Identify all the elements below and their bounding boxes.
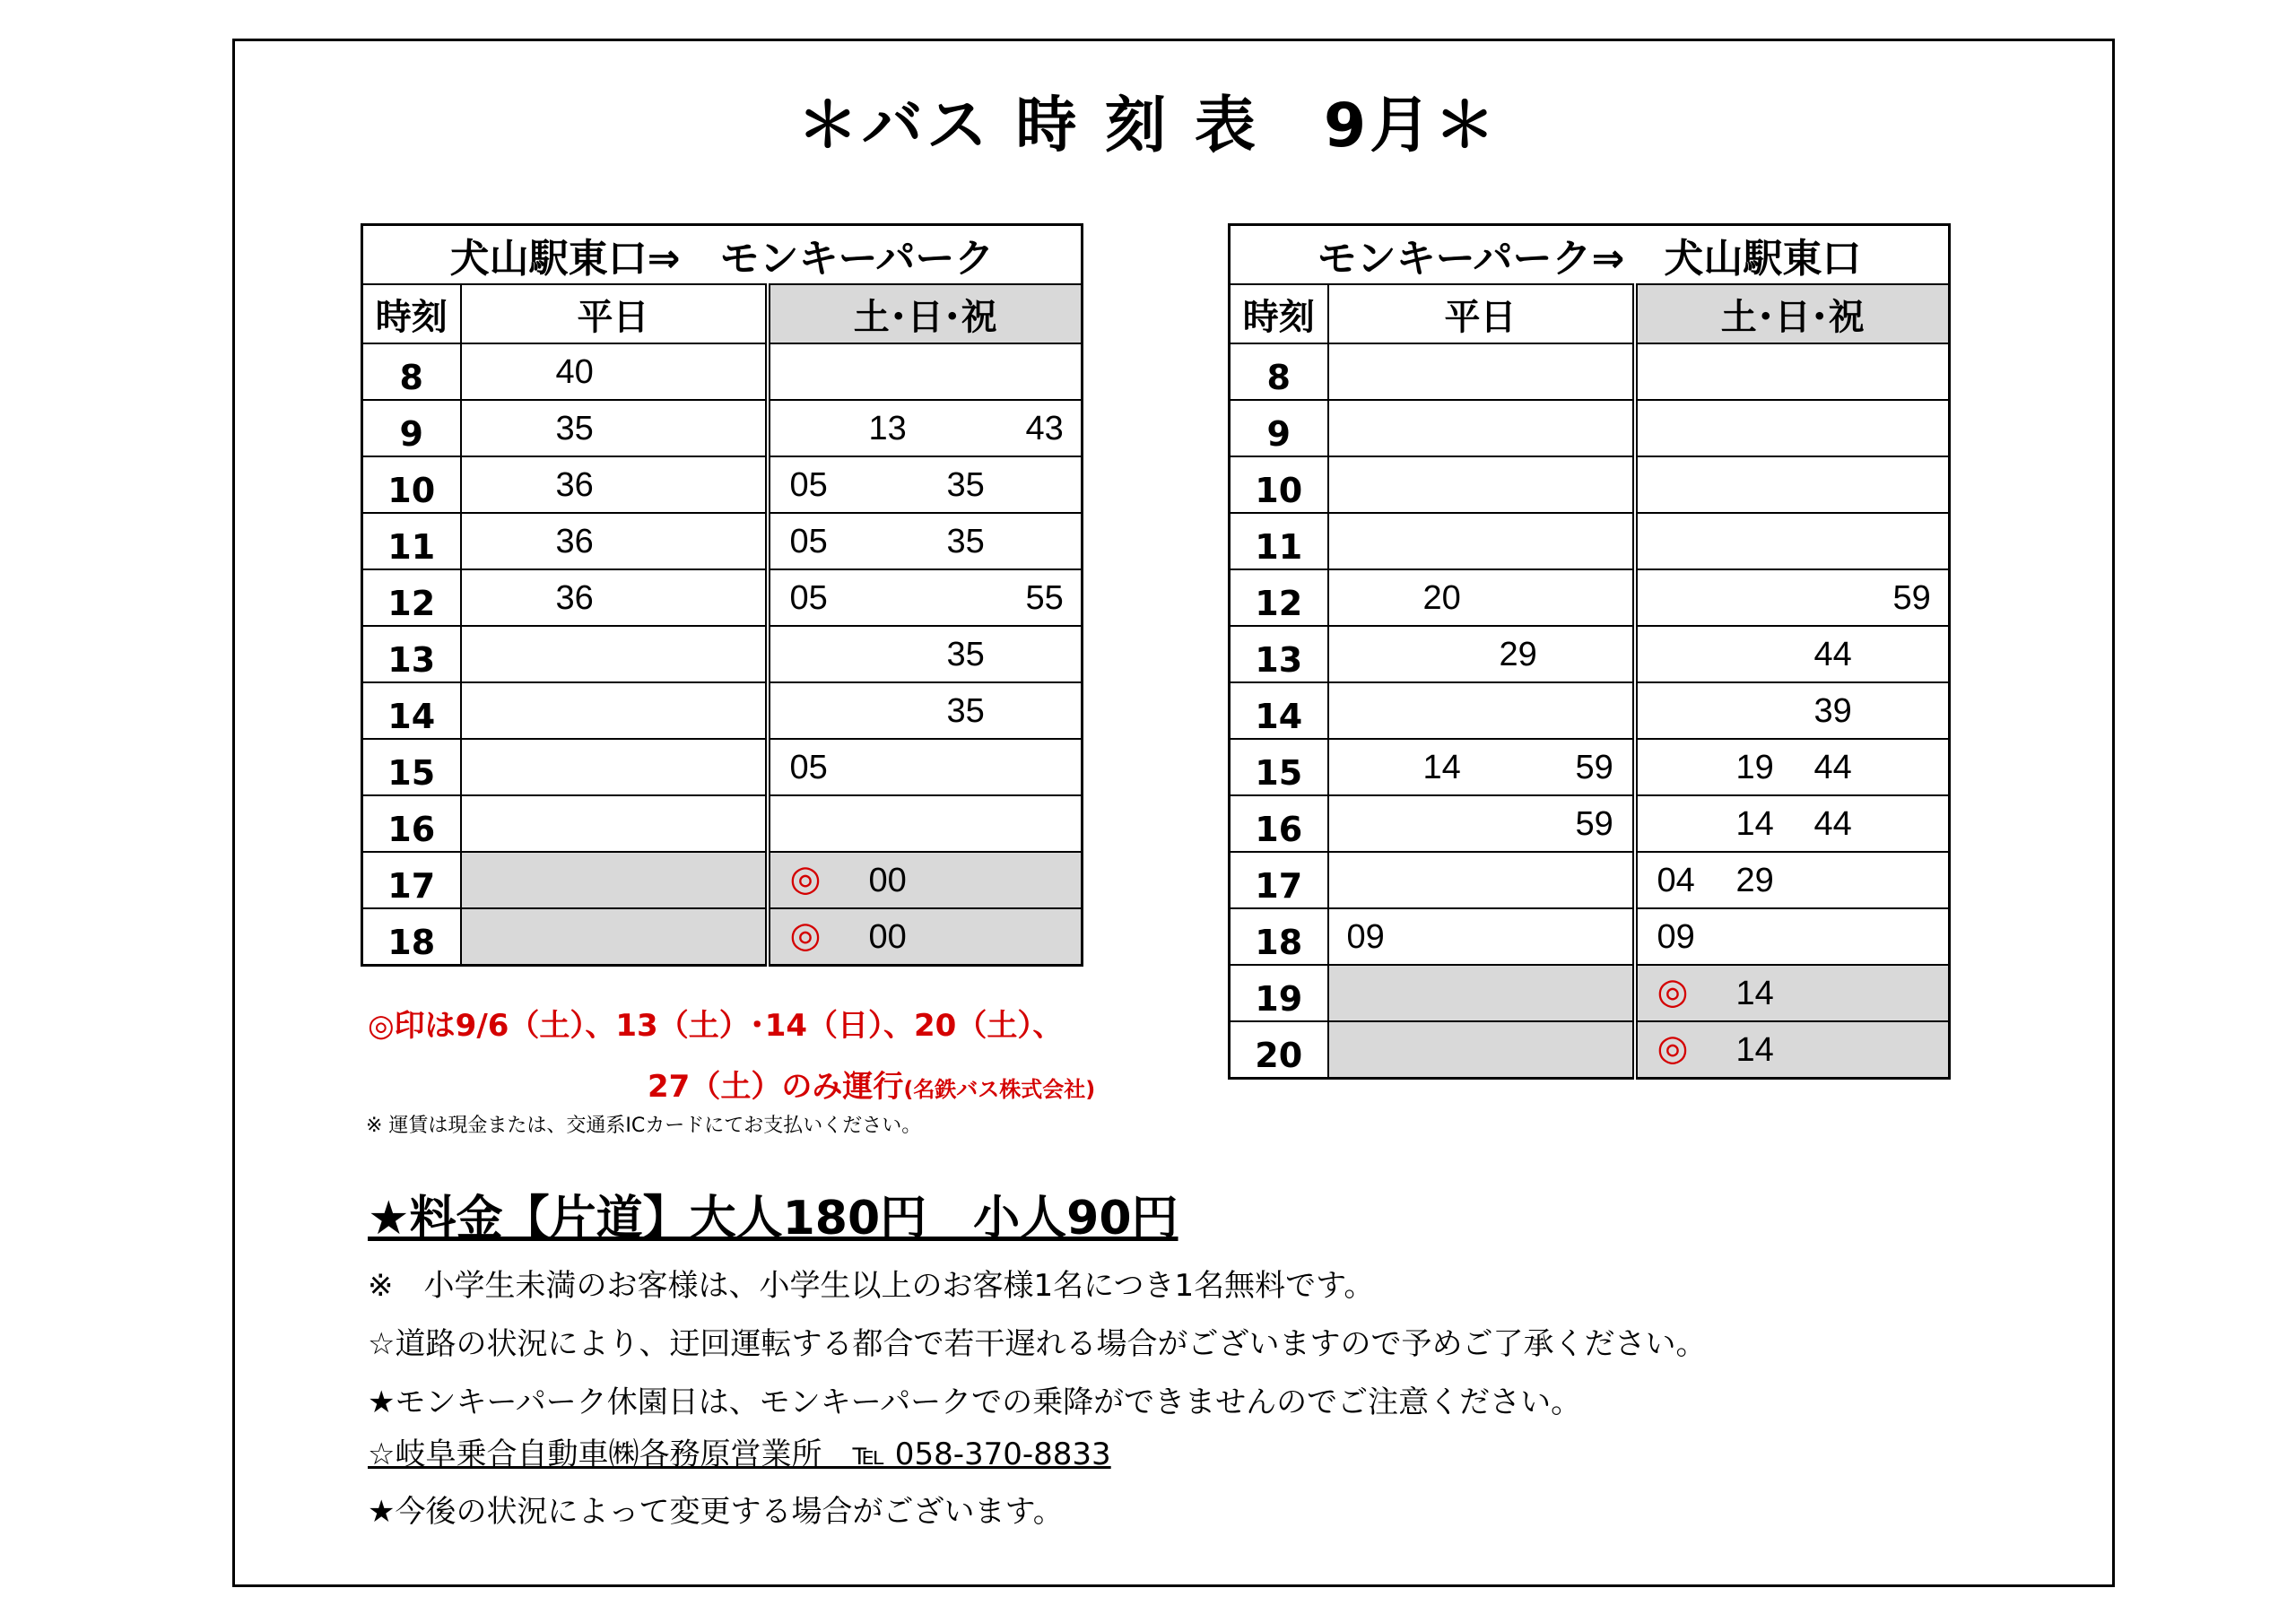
- departure-minute: 35: [946, 523, 985, 560]
- weekday-cell: [461, 795, 768, 852]
- weekday-cell: [461, 513, 768, 569]
- hour-cell: 14: [362, 682, 461, 739]
- hour-cell: 18: [1230, 908, 1328, 965]
- special-service-mark-icon: ◎: [789, 915, 822, 956]
- departure-minute: 36: [555, 579, 594, 617]
- departure-minute: 13: [868, 410, 907, 447]
- weekday-cell: [461, 908, 768, 965]
- holiday-cell: [768, 513, 1083, 569]
- holiday-cell: [1635, 343, 1950, 400]
- holiday-cell: [768, 400, 1083, 456]
- holiday-cell: [1635, 456, 1950, 513]
- weekday-cell: [1328, 1021, 1635, 1078]
- departure-minute: 36: [555, 466, 594, 504]
- note-line: ★モンキーパーク休園日は、モンキーパークでの乗降ができませんのでご注意ください。: [368, 1384, 1582, 1420]
- departure-minute: 04: [1657, 862, 1695, 899]
- table-row: [1230, 513, 1950, 569]
- note-line: ☆道路の状況により、迂回運転する都合で若干遅れる場合がございますので予めご了承ください。: [368, 1326, 1707, 1362]
- hour-cell: 14: [1230, 682, 1328, 739]
- weekday-cell: [1328, 739, 1635, 795]
- weekday-cell: [1328, 343, 1635, 400]
- hour-cell: 9: [1230, 400, 1328, 456]
- hour-cell: 20: [1230, 1021, 1328, 1078]
- holiday-cell: [1635, 852, 1950, 908]
- holiday-cell: [768, 852, 1083, 908]
- weekday-cell: [461, 739, 768, 795]
- departure-minute: 05: [789, 466, 828, 504]
- departure-minute: 05: [789, 523, 828, 560]
- note-line: ★今後の状況によって変更する場合がございます。: [368, 1494, 1064, 1530]
- holiday-cell: [1635, 569, 1950, 626]
- table-row: [362, 513, 1083, 569]
- weekday-cell: [461, 569, 768, 626]
- departure-minute: 40: [555, 353, 594, 391]
- table-row: [1230, 1021, 1950, 1078]
- weekday-cell: [461, 852, 768, 908]
- holiday-cell: [1635, 908, 1950, 965]
- hour-cell: 12: [1230, 569, 1328, 626]
- note-line: ※ 小学生未満のお客様は、小学生以上のお客様1名につき1名無料です。: [368, 1268, 1375, 1304]
- special-service-mark-icon: ◎: [1657, 1028, 1689, 1069]
- departure-minute: 05: [789, 749, 828, 786]
- mark-note-line-1: ◎印は9/6（土）、13（土）･14（日）、20（土）、: [368, 1008, 1064, 1044]
- hour-cell: 13: [362, 626, 461, 682]
- departure-minute: 20: [1422, 579, 1461, 617]
- hour-cell: 16: [1230, 795, 1328, 852]
- departure-minute: 44: [1813, 749, 1852, 786]
- holiday-cell: [1635, 513, 1950, 569]
- hour-cell: 16: [362, 795, 461, 852]
- hour-cell: 12: [362, 569, 461, 626]
- contact-line: ☆岐阜乗合自動車㈱各務原営業所 ℡ 058-370-8833: [368, 1436, 1111, 1472]
- weekday-cell: [1328, 908, 1635, 965]
- table-row: [362, 456, 1083, 513]
- holiday-cell: [1635, 682, 1950, 739]
- weekday-cell: [1328, 513, 1635, 569]
- table-row: [362, 795, 1083, 852]
- special-service-mark-icon: ◎: [1657, 971, 1689, 1012]
- departure-minute: 35: [946, 466, 985, 504]
- departure-minute: 36: [555, 523, 594, 560]
- weekday-cell: [1328, 400, 1635, 456]
- table-row: [1230, 965, 1950, 1021]
- weekday-cell: [1328, 569, 1635, 626]
- departure-minute: 59: [1575, 805, 1613, 843]
- holiday-cell: [1635, 400, 1950, 456]
- mark-note-line-2: 27（土）のみ運行(名鉄バス株式会社): [648, 1069, 1096, 1105]
- holiday-column-header: 土･日･祝: [768, 284, 1083, 343]
- holiday-cell: [768, 343, 1083, 400]
- departure-minute: 09: [1346, 918, 1385, 956]
- departure-minute: 19: [1735, 749, 1774, 786]
- holiday-cell: [1635, 739, 1950, 795]
- holiday-column-header: 土･日･祝: [1635, 284, 1950, 343]
- departure-minute: 14: [1735, 1031, 1774, 1069]
- weekday-cell: [461, 626, 768, 682]
- hour-cell: 10: [362, 456, 461, 513]
- fare-heading: ★料金【片道】大人180円 小人90円: [368, 1192, 1178, 1245]
- hour-column-header: 時刻: [1230, 284, 1328, 343]
- departure-minute: 35: [555, 410, 594, 447]
- hour-cell: 8: [362, 343, 461, 400]
- departure-minute: 44: [1813, 636, 1852, 673]
- hour-cell: 15: [1230, 739, 1328, 795]
- table-row: [1230, 626, 1950, 682]
- weekday-column-header: 平日: [461, 284, 768, 343]
- holiday-cell: [1635, 965, 1950, 1021]
- departure-minute: 14: [1735, 975, 1774, 1012]
- weekday-cell: [1328, 682, 1635, 739]
- departure-minute: 35: [946, 692, 985, 730]
- timetable-monkeypark-to-inuyama: [1228, 223, 1951, 1080]
- holiday-cell: [1635, 795, 1950, 852]
- table-row: [362, 908, 1083, 965]
- weekday-cell: [1328, 852, 1635, 908]
- departure-minute: 44: [1813, 805, 1852, 843]
- table-row: [362, 400, 1083, 456]
- departure-minute: 59: [1575, 749, 1613, 786]
- table-heading: 犬山駅東口⇒ モンキーパーク: [362, 225, 1083, 285]
- weekday-cell: [461, 682, 768, 739]
- departure-minute: 59: [1892, 579, 1931, 617]
- table-row: [1230, 795, 1950, 852]
- weekday-cell: [1328, 965, 1635, 1021]
- holiday-cell: [1635, 1021, 1950, 1078]
- holiday-cell: [768, 908, 1083, 965]
- table-row: [1230, 569, 1950, 626]
- departure-minute: 55: [1025, 579, 1064, 617]
- timetable-inuyama-to-monkeypark: [361, 223, 1083, 967]
- table-row: [1230, 456, 1950, 513]
- page-title: ＊バス 時 刻 表 9月＊: [796, 91, 1500, 161]
- departure-minute: 35: [946, 636, 985, 673]
- weekday-cell: [461, 400, 768, 456]
- hour-cell: 11: [362, 513, 461, 569]
- hour-cell: 9: [362, 400, 461, 456]
- payment-note: ※ 運賃は現金または、交通系ICカードにてお支払いください。: [366, 1115, 922, 1137]
- table-row: [362, 682, 1083, 739]
- table-heading: モンキーパーク⇒ 犬山駅東口: [1230, 225, 1950, 285]
- weekday-cell: [1328, 456, 1635, 513]
- departure-minute: 14: [1422, 749, 1461, 786]
- hour-cell: 18: [362, 908, 461, 965]
- departure-minute: 00: [868, 862, 907, 899]
- departure-minute: 39: [1813, 692, 1852, 730]
- table-row: [362, 626, 1083, 682]
- weekday-cell: [461, 456, 768, 513]
- table-row: [1230, 908, 1950, 965]
- hour-cell: 10: [1230, 456, 1328, 513]
- operator-name: (名鉄バス株式会社): [903, 1077, 1096, 1102]
- hour-cell: 15: [362, 739, 461, 795]
- departure-minute: 05: [789, 579, 828, 617]
- hour-cell: 17: [362, 852, 461, 908]
- holiday-cell: [768, 569, 1083, 626]
- table-row: [362, 852, 1083, 908]
- table-row: [1230, 343, 1950, 400]
- departure-minute: 09: [1657, 918, 1695, 956]
- holiday-cell: [768, 682, 1083, 739]
- departure-minute: 29: [1735, 862, 1774, 899]
- departure-minute: 14: [1735, 805, 1774, 843]
- holiday-cell: [768, 456, 1083, 513]
- departure-minute: 00: [868, 918, 907, 956]
- table-row: [362, 569, 1083, 626]
- table-row: [362, 343, 1083, 400]
- holiday-cell: [1635, 626, 1950, 682]
- table-row: [1230, 400, 1950, 456]
- table-row: [1230, 852, 1950, 908]
- hour-cell: 11: [1230, 513, 1328, 569]
- holiday-cell: [768, 626, 1083, 682]
- table-row: [1230, 682, 1950, 739]
- special-service-mark-icon: ◎: [789, 858, 822, 899]
- hour-cell: 8: [1230, 343, 1328, 400]
- weekday-column-header: 平日: [1328, 284, 1635, 343]
- hour-column-header: 時刻: [362, 284, 461, 343]
- departure-minute: 29: [1499, 636, 1537, 673]
- holiday-cell: [768, 739, 1083, 795]
- weekday-cell: [461, 343, 768, 400]
- hour-cell: 17: [1230, 852, 1328, 908]
- holiday-cell: [768, 795, 1083, 852]
- hour-cell: 19: [1230, 965, 1328, 1021]
- table-row: [362, 739, 1083, 795]
- departure-minute: 43: [1025, 410, 1064, 447]
- hour-cell: 13: [1230, 626, 1328, 682]
- weekday-cell: [1328, 626, 1635, 682]
- weekday-cell: [1328, 795, 1635, 852]
- table-row: [1230, 739, 1950, 795]
